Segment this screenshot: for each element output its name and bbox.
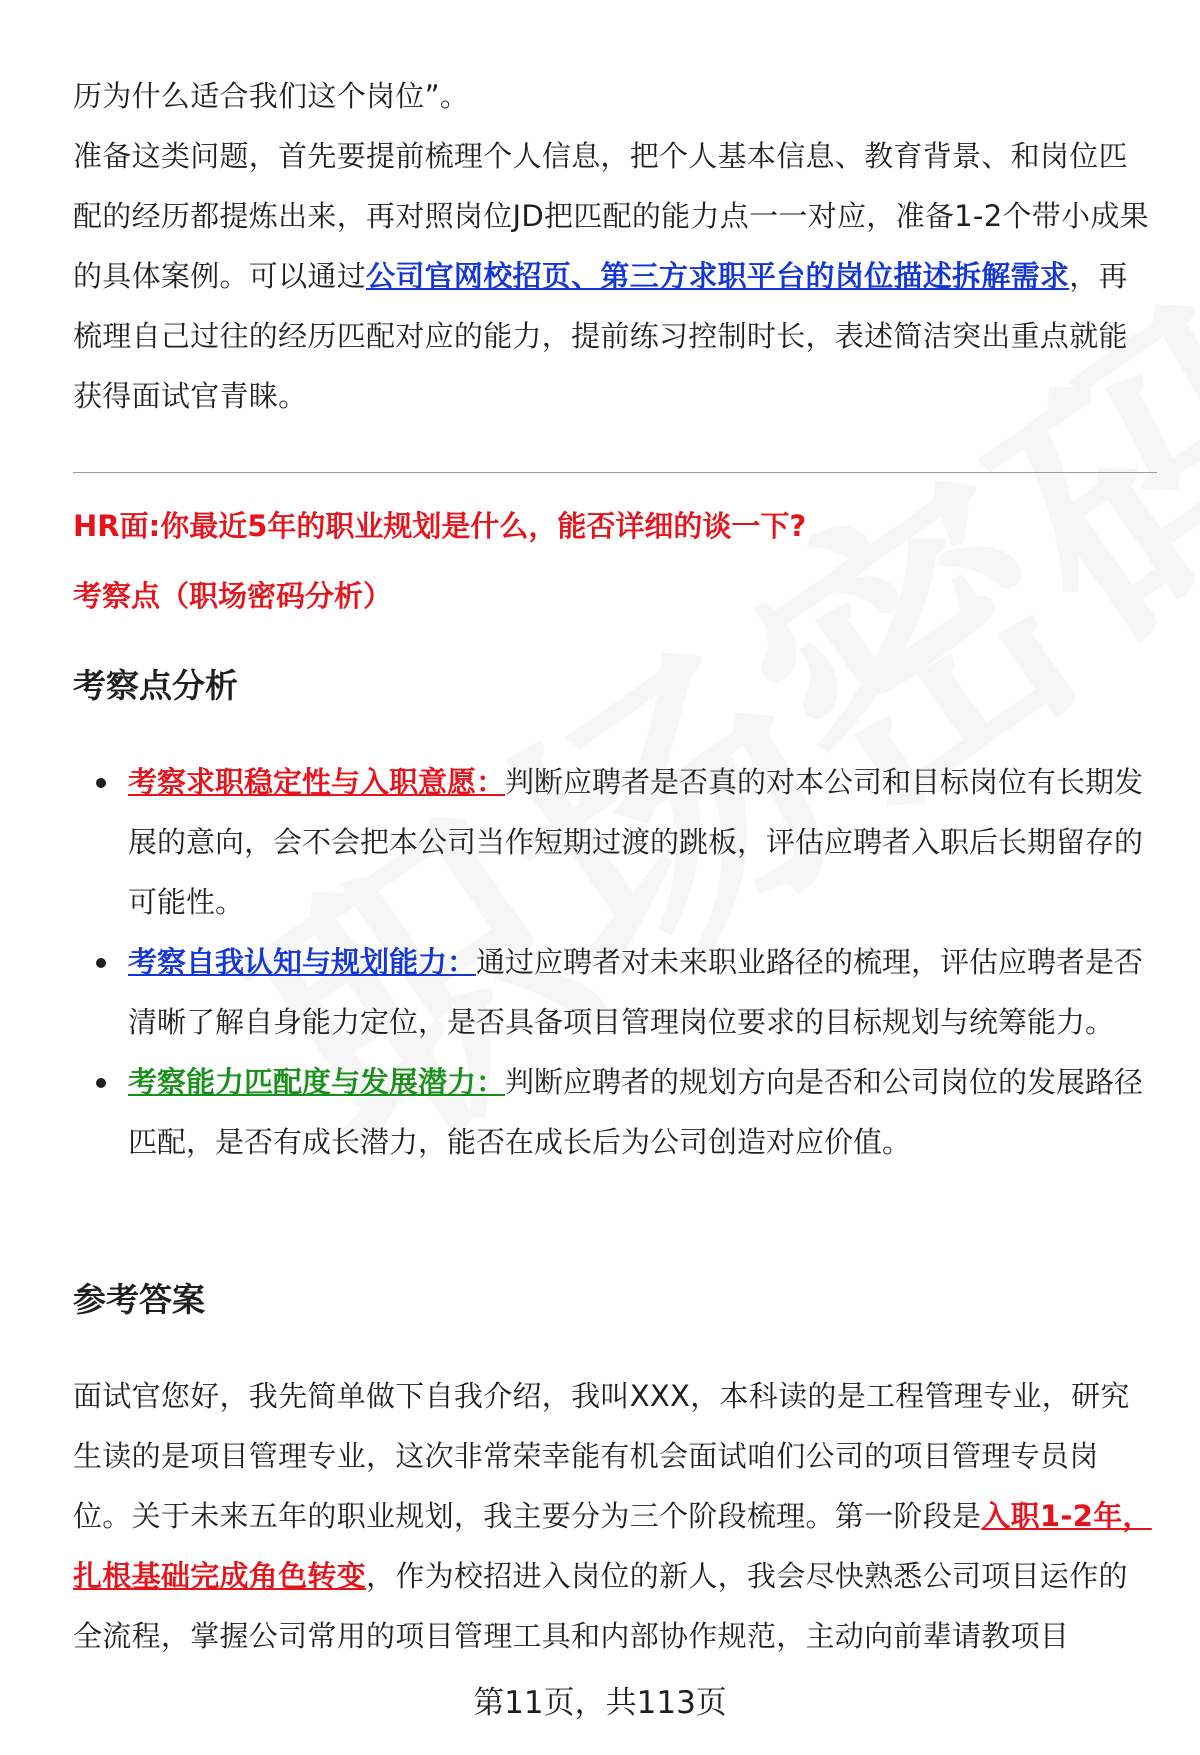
answer-highlight: 入职1-2年，扎根基础完成角色转变 [73, 1499, 1152, 1593]
list-item [73, 932, 1157, 1052]
bullet-text: 判断应聘者的规划方向是否和公司岗位的发展路径匹配，是否有成长潜力，能否在成长后为公司创造对应价值。 [128, 1065, 1144, 1159]
list-item [73, 752, 1157, 932]
answer-title: 参考答案 [73, 1280, 205, 1319]
bullet-label[interactable]: 考察求职稳定性与入职意愿： [128, 765, 506, 799]
section-divider [73, 472, 1157, 473]
analysis-list [73, 752, 1157, 1172]
bullet-text: 判断应聘者是否真的对本公司和目标岗位有长期发展的意向，会不会把本公司当作短期过渡的跳板，评估应聘者入职后长期留存的可能性。 [128, 765, 1144, 919]
intro-link[interactable]: 公司官网校招页、第三方求职平台的岗位描述拆解需求 [366, 259, 1070, 293]
intro-text-a: 准备这类问题，首先要提前梳理个人信息，把个人基本信息、教育背景、和岗位匹配的经历都提炼出来，再对照岗位JD把匹配的能力点一一对应，准备1-2个带小成果的具体案例。可以通过 [73, 139, 1149, 293]
bullet-dot-icon [96, 958, 106, 968]
intro-paragraph [73, 66, 1157, 426]
bullet-label[interactable]: 考察自我认知与规划能力： [128, 945, 477, 979]
question-heading: HR面:你最近5年的职业规划是什么，能否详细的谈一下? [73, 509, 807, 543]
answer-text-b: ，作为校招进入岗位的新人，我会尽快熟悉公司项目运作的全流程，掌握公司常用的项目管理工具和内部协作规范，主动向前辈请教项目 [73, 1559, 1128, 1653]
bullet-dot-icon [96, 1078, 106, 1088]
answer-text-a: 面试官您好，我先简单做下自我介绍，我叫XXX，本科读的是工程管理专业，研究生读的是项目管理专业，这次非常荣幸能有机会面试咱们公司的项目管理专员岗位。关于未来五年的职业规划，我主要分为三个阶段梳理。第一阶段是 [73, 1379, 1130, 1533]
answer-paragraph [73, 1366, 1157, 1666]
bullet-label[interactable]: 考察能力匹配度与发展潜力： [128, 1065, 506, 1099]
bullet-text: 通过应聘者对未来职业路径的梳理，评估应聘者是否清晰了解自身能力定位，是否具备项目管理岗位要求的目标规划与统筹能力。 [128, 945, 1144, 1039]
bullet-dot-icon [96, 778, 106, 788]
analysis-title: 考察点分析 [73, 666, 238, 705]
list-item [73, 1052, 1157, 1172]
page-footer: 第11页，共113页 [473, 1685, 727, 1721]
examine-heading: 考察点（职场密码分析） [73, 579, 393, 613]
intro-text-b: ，再梳理自己过往的经历匹配对应的能力，提前练习控制时长，表述简洁突出重点就能获得面试官青睐。 [73, 259, 1128, 413]
intro-line-0: 历为什么适合我们这个岗位”。 [73, 79, 470, 113]
